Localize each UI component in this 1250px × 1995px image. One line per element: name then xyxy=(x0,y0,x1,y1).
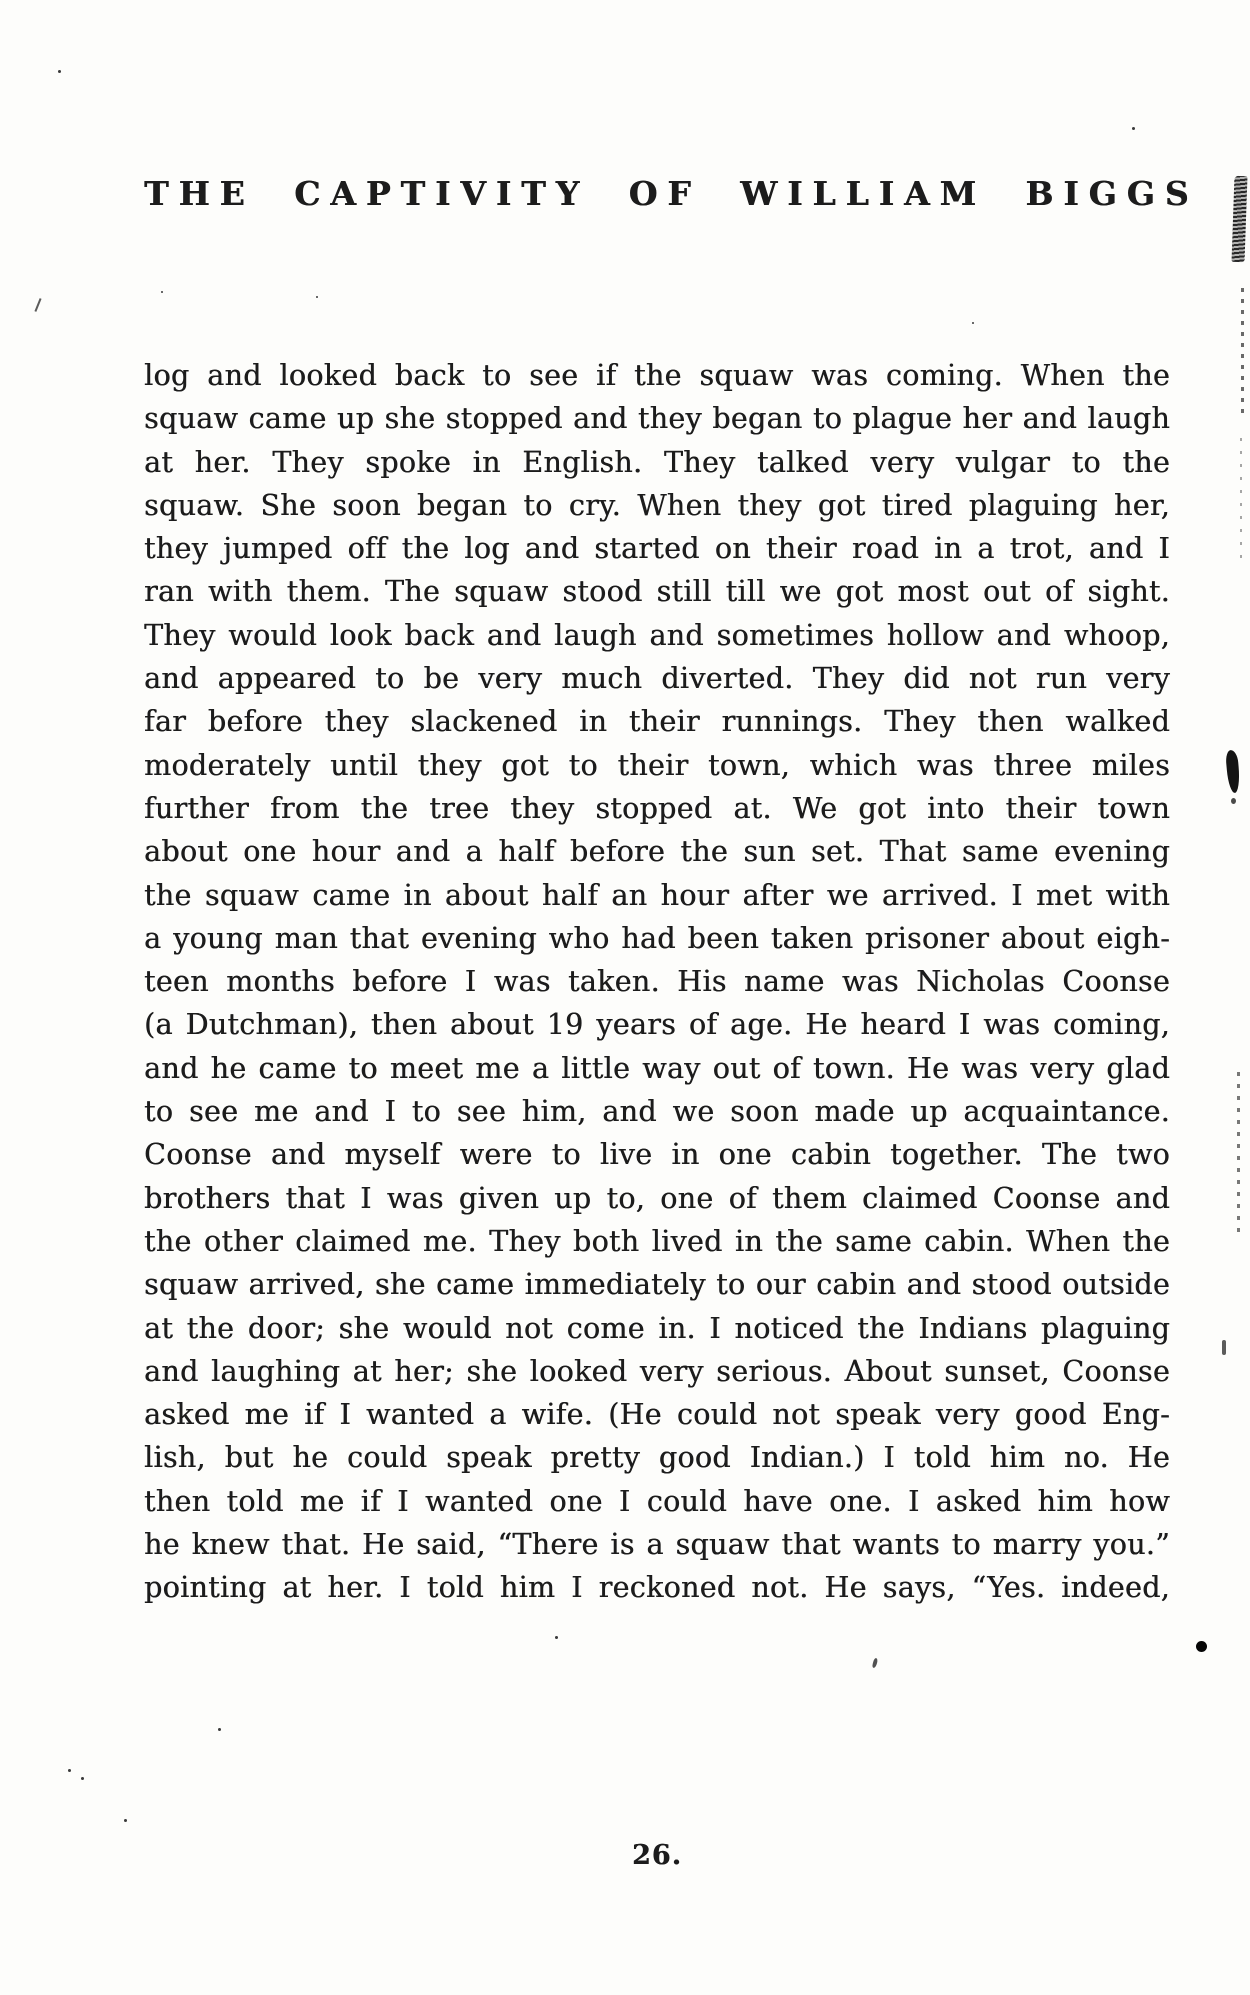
text-line: further from the tree they stopped at. We got into their town xyxy=(144,791,1170,825)
text-line: he knew that. He said, “There is a squaw that wants to marry you.” xyxy=(144,1528,1170,1562)
scan-artifact-slash xyxy=(34,298,41,312)
text-line: the other claimed me. They both lived in the same cabin. When the xyxy=(144,1224,1170,1258)
scan-artifact-dotted-line xyxy=(1237,1072,1240,1234)
scan-artifact-speck xyxy=(1132,127,1135,130)
scan-artifact-speck xyxy=(161,291,163,293)
scan-artifact-speck xyxy=(81,1777,84,1780)
scan-artifact-bullet-dot xyxy=(1196,1641,1207,1652)
text-line: and laughing at her; she looked very serious. About sunset, Coonse xyxy=(144,1354,1170,1388)
scan-artifact-tick xyxy=(1222,1340,1226,1355)
text-line: at the door; she would not come in. I noticed the Indians plaguing xyxy=(144,1311,1170,1345)
text-line: the squaw came in about half an hour after we arrived. I met with xyxy=(144,878,1170,912)
scan-artifact-speck xyxy=(972,322,974,324)
scan-artifact-speck xyxy=(58,70,61,73)
text-line: a young man that evening who had been taken prisoner about eigh- xyxy=(144,921,1170,955)
text-line: log and looked back to see if the squaw was coming. When the xyxy=(144,359,1170,392)
scan-artifact-speck xyxy=(68,1769,71,1772)
scan-artifact-ink-blob xyxy=(1225,750,1241,794)
text-line: about one hour and a half before the sun set. That same evening xyxy=(144,835,1170,869)
text-line: they jumped off the log and started on their road in a trot, and I xyxy=(144,532,1170,566)
text-line: and he came to meet me a little way out of town. He was very glad xyxy=(144,1051,1170,1085)
text-line: far before they slackened in their runnings. They then walked xyxy=(144,705,1170,739)
body-text xyxy=(144,354,1170,1610)
text-line: ran with them. The squaw stood still till we got most out of sight. xyxy=(144,575,1170,609)
page-number: 26. xyxy=(632,1840,682,1871)
text-line: pointing at her. I told him I reckoned not. He says, “Yes. indeed, xyxy=(144,1571,1170,1605)
text-line: and appeared to be very much diverted. They did not run very xyxy=(144,662,1170,696)
page-title: THE CAPTIVITY OF WILLIAM BIGGS xyxy=(144,174,1199,213)
text-line: (a Dutchman), then about 19 years of age. He heard I was coming, xyxy=(144,1008,1170,1042)
text-line: to see me and I to see him, and we soon made up acquaintance. xyxy=(144,1095,1170,1129)
text-line: They would look back and laugh and sometimes hollow and whoop, xyxy=(144,618,1170,652)
text-line: asked me if I wanted a wife. (He could not speak very good Eng- xyxy=(144,1398,1170,1432)
scan-artifact-speck xyxy=(218,1728,221,1731)
text-line: brothers that I was given up to, one of them claimed Coonse and xyxy=(144,1181,1170,1215)
scan-artifact-streak xyxy=(1232,176,1248,262)
text-line: at her. They spoke in English. They talked very vulgar to the xyxy=(144,445,1170,479)
scan-artifact-ink-blob xyxy=(1231,798,1236,804)
text-line: squaw. She soon began to cry. When they got tired plaguing her, xyxy=(144,488,1170,522)
text-line: lish, but he could speak pretty good Indian.) I told him no. He xyxy=(144,1441,1170,1475)
scan-artifact-speck xyxy=(316,296,318,298)
scan-artifact-dotted-line xyxy=(1240,438,1242,560)
text-line: Coonse and myself were to live in one cabin together. The two xyxy=(144,1138,1170,1172)
text-line: then told me if I wanted one I could have one. I asked him how xyxy=(144,1484,1170,1518)
text-line: teen months before I was taken. His name was Nicholas Coonse xyxy=(144,965,1170,999)
text-line: moderately until they got to their town, which was three miles xyxy=(144,748,1170,782)
scan-artifact-dotted-line xyxy=(1241,288,1244,420)
scan-artifact-speck xyxy=(872,1658,878,1669)
scan-artifact-speck xyxy=(124,1819,127,1822)
scan-artifact-speck xyxy=(555,1636,558,1639)
text-line: squaw arrived, she came immediately to our cabin and stood outside xyxy=(144,1268,1170,1302)
text-line: squaw came up she stopped and they began to plague her and laugh xyxy=(144,402,1170,436)
